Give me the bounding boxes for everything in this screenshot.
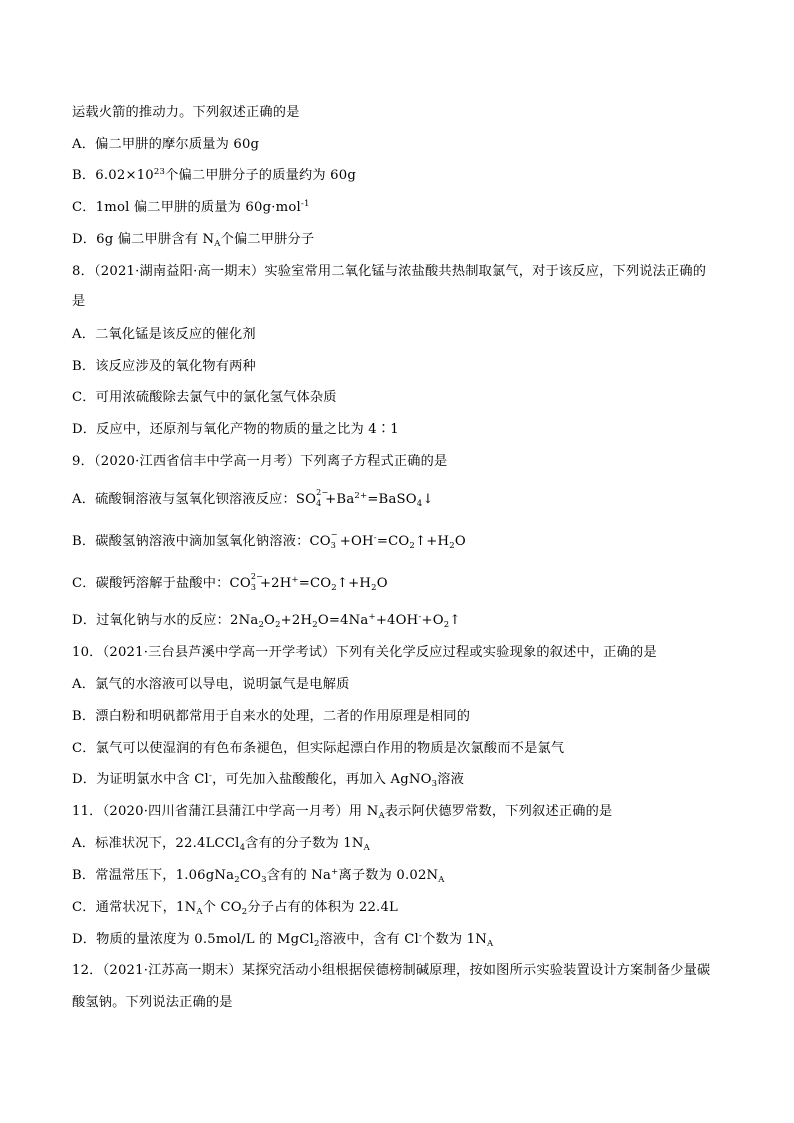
text-fragment: A．标准状况下，22.4LCCl (72, 836, 240, 851)
text-fragment: 11．（2020·四川省蒲江县蒲江中学高一月考）用 N (72, 804, 379, 819)
text-fragment: D．过氧化钠与水的反应：2Na (72, 613, 259, 628)
text-fragment: ↑+H (336, 576, 372, 591)
text-fragment: +O (421, 613, 444, 628)
q11-option-a (72, 834, 732, 854)
text-fragment: A (363, 843, 370, 853)
text-fragment: 溶液中，含有 Cl (319, 932, 419, 947)
text-fragment: B．6.02×10 (72, 168, 154, 183)
text-fragment: - (418, 612, 422, 622)
text-fragment: 2− (250, 572, 264, 581)
carbonate-charge-c (250, 572, 264, 592)
text-fragment: 运载火箭的推动力。下列叙述正确的是 (72, 105, 300, 120)
text-fragment: A．氯气的水溶液可以导电，说明氯气是电解质 (72, 677, 350, 692)
text-fragment: - (373, 533, 377, 543)
text-fragment: 3 (431, 779, 438, 789)
text-fragment: O (376, 576, 388, 591)
text-fragment: − (330, 530, 338, 539)
text-fragment: B．常温常压下，1.06gNa (72, 868, 235, 883)
text-fragment: O=4Na (317, 613, 369, 628)
text-fragment: =CO (376, 534, 410, 549)
text-fragment: A．偏二甲肼的摩尔质量为 60g (72, 137, 260, 152)
text-fragment: 2− (316, 488, 329, 497)
text-fragment: 2 (371, 583, 377, 593)
q10-option-c (72, 739, 732, 759)
text-fragment: D．反应中，还原剂与氧化产物的物质的量之比为 4∶1 (72, 422, 399, 437)
q10-option-b (72, 707, 732, 727)
text-fragment: ，可先加入盐酸酸化，再加入 AgNO (212, 772, 432, 787)
text-fragment: D．6g 偏二甲肼含有 N (72, 232, 215, 247)
text-fragment: C．可用浓硫酸除去氯气中的氯化氢气体杂质 (72, 390, 337, 405)
q9-option-c (72, 574, 732, 594)
text-fragment: A (214, 239, 221, 249)
text-fragment: 10．（2021·三台县芦溪中学高一开学考试）下列有关化学反应过程或实验现象的叙述中，正确的是 (72, 645, 657, 660)
text-fragment: D．为证明氯水中含 Cl (72, 772, 209, 787)
text-fragment: 2 (275, 620, 281, 630)
text-fragment: 2 (409, 541, 415, 551)
q7-option-c (72, 198, 732, 218)
text-fragment: 8．（2021·湖南益阳·高一期末）实验室常用二氧化锰与浓盐酸共热制取氯气，对于该反应，下列说法正确的 (72, 264, 707, 279)
text-fragment: 3 (250, 583, 257, 592)
q8-stem (72, 262, 732, 282)
carbonate-charge-b (330, 530, 340, 550)
sulfate-charge (316, 488, 329, 508)
q9-option-a (72, 490, 732, 510)
text-fragment: =BaSO (367, 492, 417, 507)
text-fragment: + (331, 867, 339, 877)
text-fragment: C．通常状况下，1N (72, 900, 197, 915)
text-fragment: A (438, 875, 445, 885)
q8-option-d (72, 420, 732, 440)
text-fragment: 3 (261, 875, 267, 885)
text-fragment: + (291, 575, 299, 585)
text-fragment: C．碳酸钙溶解于盐酸中：CO (72, 576, 251, 591)
q10-stem (72, 643, 732, 663)
text-fragment: =CO (298, 576, 332, 591)
text-fragment: - (418, 931, 423, 941)
q7-stem-continuation (72, 103, 732, 123)
text-fragment: 是 (72, 294, 86, 309)
text-fragment: 12．（2021·江苏高一期末）某探究活动小组根据侯德榜制碱原理，按如图所示实验装置设计方案制备少量碳 (72, 963, 711, 978)
text-fragment: O (454, 534, 466, 549)
text-fragment: 3 (330, 541, 337, 550)
text-fragment: 2 (258, 620, 265, 630)
text-fragment: C．1mol 偏二甲肼的质量为 60g·mol (72, 200, 301, 215)
text-fragment: +4OH (375, 613, 419, 628)
text-fragment: 2 (331, 583, 337, 593)
q9-option-d (72, 611, 732, 631)
text-fragment: +2H (280, 613, 313, 628)
q10-option-a (72, 675, 732, 695)
q8-stem-line2 (72, 292, 732, 312)
text-fragment: 分子占有的体积为 22.4L (247, 900, 399, 915)
text-fragment: 含有的 Na (266, 868, 332, 883)
text-fragment: B．碳酸氢钠溶液中滴加氢氧化钠溶液：CO (72, 534, 331, 549)
q9-option-b (72, 532, 732, 552)
text-fragment: B．该反应涉及的氧化物有两种 (72, 359, 256, 374)
text-fragment: + (368, 612, 376, 622)
text-fragment: +Ba (325, 492, 355, 507)
q12-stem (72, 961, 732, 981)
q8-option-b (72, 357, 732, 377)
q7-option-d (72, 230, 732, 250)
text-fragment: 个数为 1N (422, 932, 487, 947)
text-fragment: 4 (416, 499, 423, 509)
q10-option-d (72, 770, 732, 790)
text-fragment: D．物质的量浓度为 0.5mol/L 的 MgCl (72, 932, 314, 947)
text-fragment: 2 (241, 907, 248, 917)
text-fragment: ↑+H (415, 534, 450, 549)
text-fragment: 2 (313, 939, 320, 949)
text-fragment: 表示阿伏德罗常数，下列叙述正确的是 (384, 804, 613, 819)
text-fragment: 个偏二甲肼分子的质量约为 60g (165, 168, 356, 183)
q9-stem (72, 452, 732, 472)
text-fragment: ↑ (449, 613, 461, 628)
q7-option-a (72, 135, 732, 155)
text-fragment: 溶液 (437, 772, 464, 787)
text-fragment: B．漂白粉和明矾都常用于自来水的处理，二者的作用原理是相同的 (72, 709, 471, 724)
text-fragment: 23 (153, 167, 166, 177)
q11-option-b (72, 866, 732, 886)
text-fragment: 酸氢钠。下列说法正确的是 (72, 995, 233, 1010)
text-fragment: 离子数为 0.02N (338, 868, 439, 883)
text-fragment: 9．（2020·江西省信丰中学高一月考）下列离子方程式正确的是 (72, 454, 448, 469)
text-fragment: - (208, 771, 213, 781)
text-fragment: -1 (300, 199, 310, 209)
text-fragment: O (264, 613, 276, 628)
text-fragment: 个偏二甲肼分子 (220, 232, 315, 247)
q12-stem-line2 (72, 993, 732, 1013)
text-fragment: 2+ (354, 491, 368, 501)
text-fragment: +2H (259, 576, 292, 591)
text-fragment: 个 CO (202, 900, 242, 915)
text-fragment: +OH (339, 534, 374, 549)
q11-option-c (72, 898, 732, 918)
q7-option-b (72, 166, 732, 186)
q11-option-d (72, 930, 732, 950)
text-fragment: CO (239, 868, 262, 883)
text-fragment: A (486, 939, 494, 949)
text-fragment: 4 (316, 499, 322, 508)
q8-option-a (72, 325, 732, 345)
text-fragment: ↓ (422, 492, 434, 507)
text-fragment: A．二氧化锰是该反应的催化剂 (72, 327, 256, 342)
text-fragment: A (196, 907, 203, 917)
text-fragment: A (378, 811, 385, 821)
text-fragment: 含有的分子数为 1N (245, 836, 364, 851)
text-fragment: 2 (312, 620, 318, 630)
text-fragment: A．硫酸铜溶液与氢氧化钡溶液反应：SO (72, 492, 317, 507)
text-fragment: C．氯气可以使湿润的有色布条褪色，但实际起漂白作用的物质是次氯酸而不是氯气 (72, 741, 565, 756)
q8-option-c (72, 388, 732, 408)
text-fragment: 2 (234, 875, 240, 885)
text-fragment: 2 (449, 541, 455, 551)
q11-stem (72, 802, 732, 822)
text-fragment: 2 (443, 620, 450, 630)
text-fragment: 4 (239, 843, 246, 853)
